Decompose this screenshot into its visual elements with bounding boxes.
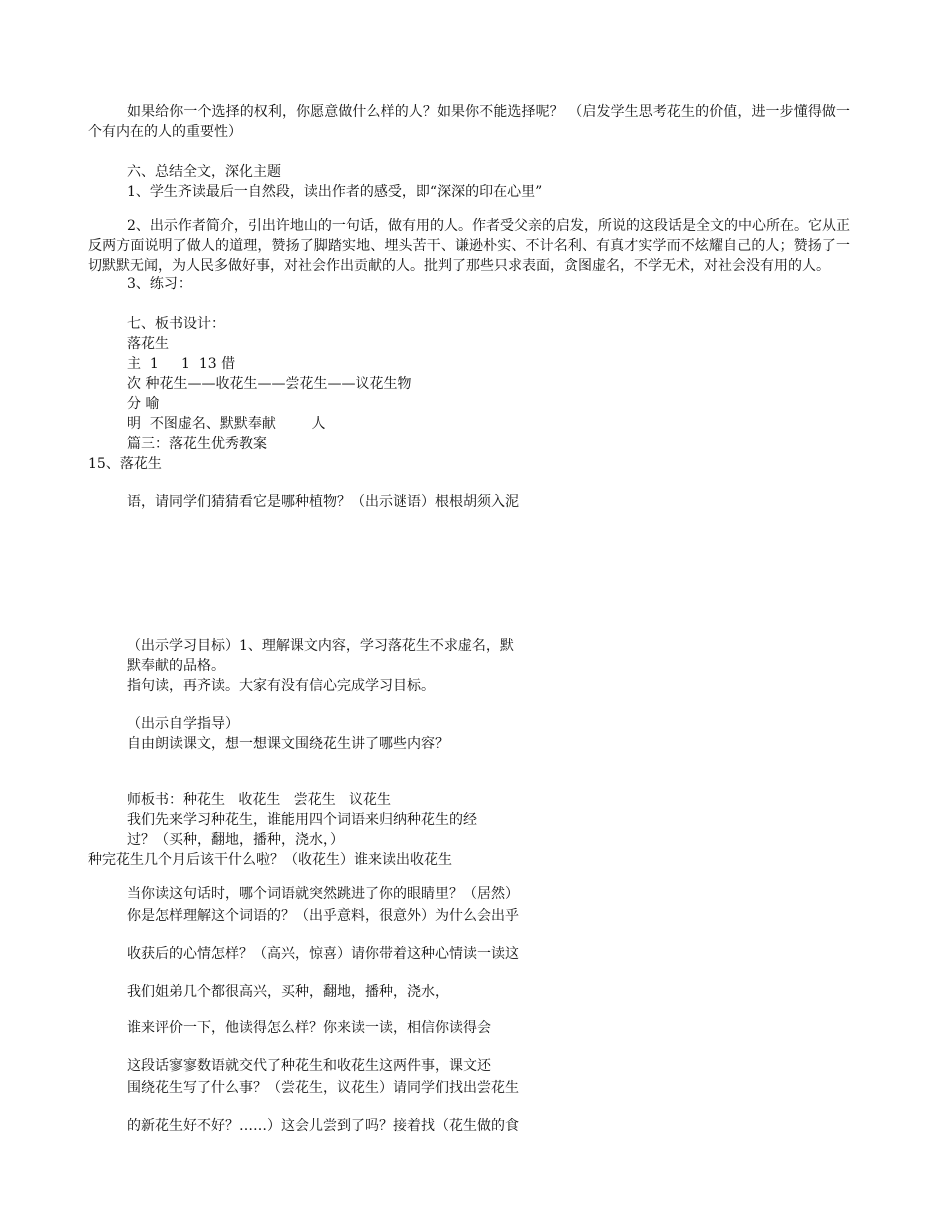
paragraph-choice: 如果给你一个选择的权利，你愿意做什么样的人？如果你不能选择呢？ （启发学生思考花生的价值，进一步懂得做一个有内在的人的重要性） (88, 104, 850, 140)
question-line: 围绕花生写了什么事？（尝花生，议花生）请同学们找出尝花生 (127, 1080, 519, 1096)
goals-line: 指句读，再齐读。大家有没有信心完成学习目标。 (127, 678, 435, 694)
harvest-line: 种完花生几个月后该干什么啦？（收花生）谁来读出收花生 (88, 852, 452, 868)
board-line: 主 1 1 13 借 (127, 356, 236, 372)
question-line: 收获后的心情怎样？（高兴，惊喜）请你带着这种心情读一读这 (127, 946, 519, 962)
guide-line: （出示自学指导） (127, 716, 239, 732)
section-6-item-2: 2、出示作者简介，引出许地山的一句话，做有用的人。作者受父亲的启发，所说的这段话是全文的中心所在。它从正反两方面说明了做人的道理，赞扬了脚踏实地、埋头苦干、谦逊朴实、不计名利、有真才实学而不炫耀自己的人；赞扬了一切默默无闻，为人民多做好事，对社会作出贡献的人。批判了那些只求表面，贪图虚名，不学无术，对社会没有用的人。 (88, 218, 850, 274)
board-line: 分 喻 (127, 396, 160, 412)
section-6-title: 六、总结全文，深化主题 (127, 164, 281, 180)
question-line: 我们姐弟几个都很高兴，买种，翻地，播种，浇水， (127, 984, 449, 1000)
board-line: 明 不图虚名、默默奉献 人 (127, 416, 326, 432)
guide-line: 自由朗读课文，想一想课文围绕花生讲了哪些内容？ (127, 736, 449, 752)
question-line: 的新花生好不好？……）这会儿尝到了吗？接着找（花生做的食 (127, 1118, 519, 1134)
question-line: 当你读这句话时，哪个词语就突然跳进了你的眼睛里？（居然） (127, 886, 519, 902)
board-line: 落花生 (127, 336, 169, 352)
goals-line: （出示学习目标）1、理解课文内容，学习落花生不求虚名，默 (127, 638, 514, 654)
question-line: 你是怎样理解这个词语的？（出乎意料，很意外）为什么会出乎 (127, 908, 519, 924)
planting-line: 我们先来学习种花生，谁能用四个词语来归纳种花生的经 (127, 812, 477, 828)
goals-line: 默奉献的品格。 (127, 658, 225, 674)
lesson-title: 15、落花生 (88, 456, 162, 472)
section-6-item-3: 3、练习： (127, 276, 192, 292)
board-line: 次 种花生——收花生——尝花生——议花生物 (127, 376, 412, 392)
question-line: 谁来评价一下，他读得怎么样？你来读一读，相信你读得会 (127, 1020, 491, 1036)
section-7-title: 七、板书设计： (127, 316, 225, 332)
section-6-item-1: 1、学生齐读最后一自然段，读出作者的感受，即“深深的印在心里” (127, 184, 543, 200)
question-line: 这段话寥寥数语就交代了种花生和收花生这两件事，课文还 (127, 1058, 491, 1074)
blackboard-line: 师板书：种花生 收花生 尝花生 议花生 (127, 792, 392, 808)
riddle-text: 语，请同学们猜猜看它是哪种植物？（出示谜语）根根胡须入泥 (127, 494, 519, 510)
planting-line: 过？（买种，翻地，播种，浇水，） (127, 832, 344, 848)
part-3-title: 篇三：落花生优秀教案 (127, 436, 267, 452)
